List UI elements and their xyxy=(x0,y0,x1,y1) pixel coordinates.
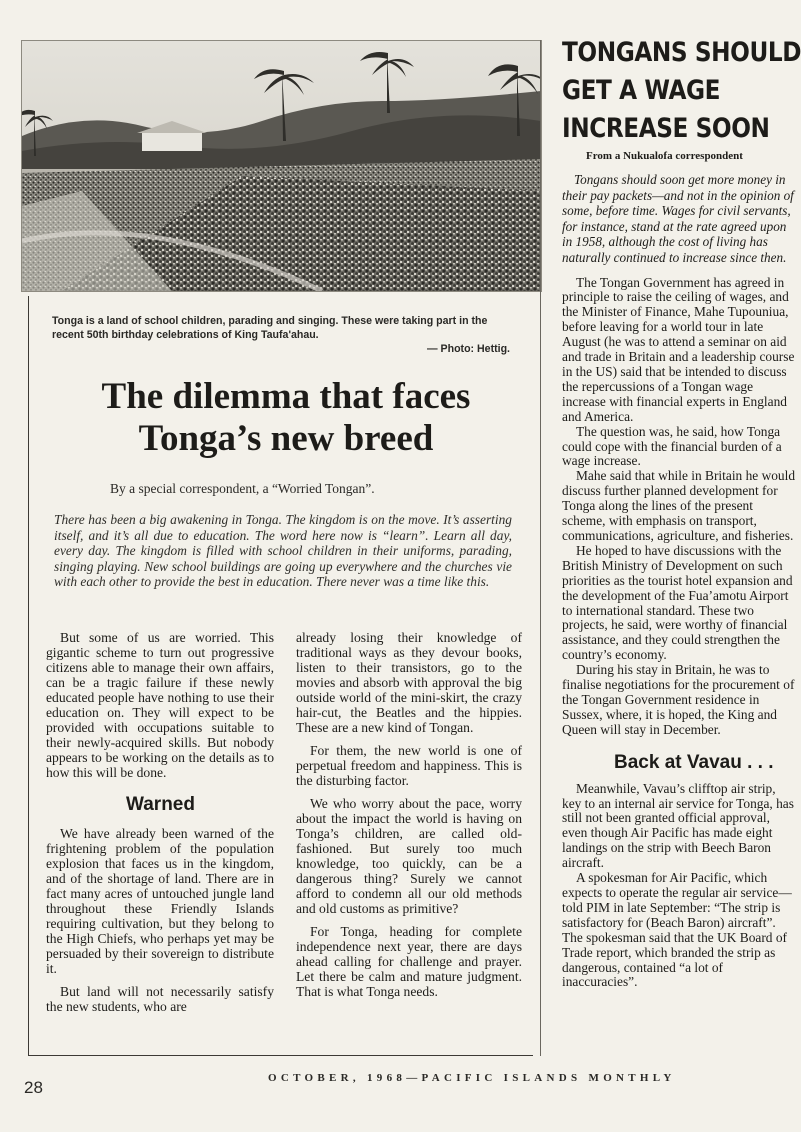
paragraph: During his stay in Britain, he was to finalise negotiations for the procurement of the Tongan Government residence in Sussex, where, it is hoped, the King and Queen will stay in December. xyxy=(562,662,795,737)
paragraph: already losing their knowledge of traditional ways as they devour books, listen to their transistors, go to the movies and absorb with approval the big outside world of the mini-skirt, the crazy hair-cut, the Beatles and the hippies. These are a new kind of Tongan. xyxy=(296,630,522,735)
left-article-byline: By a special correspondent, a “Worried Tongan”. xyxy=(110,481,375,496)
running-footer: OCTOBER, 1968—PACIFIC ISLANDS MONTHLY xyxy=(268,1072,676,1084)
subheading-warned: Warned xyxy=(126,794,195,815)
article-frame-bottom xyxy=(28,1055,533,1056)
headline-line-2: GET A WAGE xyxy=(562,75,721,106)
right-article-intro: Tongans should soon get more money in their pay packets—and not in the opinion of some, before time. Wages for civil servants, for instance, stand at the rate agreed upon in 1958, although the cost of living has naturally continued to increase since then. xyxy=(562,172,794,265)
paragraph: Mahe said that while in Britain he would discuss further planned development for Tonga along the lines of the present scheme, with emphasis on transport, communications, agriculture, and fisheries. xyxy=(562,468,796,543)
left-article-intro: There has been a big awakening in Tonga. The kingdom is on the move. It’s asserting itself, and it’s all due to education. The word here now is “learn”. Learn all day, every day. The kingdom is filled with school children in their uniforms, parading, singing playing. New school buildings are going up everywhere and the churches vie with each other to provide the best in education. There never was a time like this. xyxy=(54,512,512,590)
photo-caption xyxy=(52,314,510,356)
page-number: 28 xyxy=(24,1078,43,1097)
paragraph: A spokesman for Air Pacific, which expects to operate the regular air service—told PIM in late September: “The strip is satisfactory for (Beach Baron) aircraft”. The spokesman said that the UK Board of Trade report, which branded the strip as dangerous, contained “a lot of inaccuracies”. xyxy=(562,870,792,990)
headline-line-1: The dilemma that faces xyxy=(101,376,471,417)
subheading-back-at-vavau: Back at Vavau . . . xyxy=(614,751,774,773)
article-frame-left xyxy=(28,296,29,1056)
right-article-body xyxy=(562,276,798,991)
paragraph: For Tonga, heading for complete independence next year, there are days ahead calling for challenge and prayer. Let there be calm and mature judgment. That is what Tonga needs. xyxy=(296,924,522,999)
parade-photo xyxy=(21,40,542,292)
parade-photo-illustration xyxy=(22,41,541,291)
headline-line-2: Tonga’s new breed xyxy=(138,418,434,459)
photo-credit: — Photo: Hettig. xyxy=(427,343,510,355)
right-article-dateline: From a Nukualofa correspondent xyxy=(586,150,743,162)
paragraph: For them, the new world is one of perpetual freedom and happiness. This is the disturbing factor. xyxy=(296,743,522,788)
column-divider xyxy=(540,40,541,1056)
paragraph: We have already been warned of the frightening problem of the population explosion that faces us in the kingdom, and of the shortage of land. There are in fact many acres of untouched jungle land throughout these Friendly Islands requiring cultivation, but they belong to the High Chiefs, who perhaps yet may be persuaded by their sovereign to distribute it. xyxy=(46,826,274,976)
paragraph: We who worry about the pace, worry about the impact the world is having on Tonga’s children, are called old-fashioned. But surely too much knowledge, too quickly, can be a dangerous thing? Surely we cannot afford to condemn all our old methods and old customs as primitive? xyxy=(296,796,522,916)
headline-line-3: INCREASE SOON xyxy=(562,113,770,144)
paragraph: The question was, he said, how Tonga could cope with the financial burden of a wage increase. xyxy=(562,423,782,469)
right-article-headline xyxy=(562,34,801,148)
left-article-column-2 xyxy=(296,630,522,1007)
paragraph: Meanwhile, Vavau’s clifftop air strip, key to an internal air service for Tonga, has still not been granted official approval, even though Air Pacific has made eight landings on the strip with Beech Baron aircraft. xyxy=(562,780,794,871)
left-article-column-1 xyxy=(46,630,274,1022)
left-article-headline xyxy=(60,376,512,460)
right-article xyxy=(562,34,801,990)
paragraph: The Tongan Government has agreed in principle to raise the ceiling of wages, and the Minister of Finance, Mahe Tupouniua, before leaving for a world tour in late August (he was to attend a seminar on aid and trade in Britain and a leadership course in the US) said that be intended to discuss the repercussions of a Tongan wage increase with financial experts in England and America. xyxy=(562,274,795,424)
paragraph: But some of us are worried. This gigantic scheme to turn out progressive citizens able to manage their own affairs, can be a tragic failure if these newly educated people have nothing to use their education on. They will expect to be provided with occupations suitable to their newly-acquired skills. But nobody appears to be working on the details as to how this will be done. xyxy=(46,630,274,780)
headline-line-1: TONGANS SHOULD xyxy=(562,37,801,68)
paragraph: He hoped to have discussions with the British Ministry of Development on such priorities as the tourist hotel expansion and the development of the Fua’amotu Airport to international standard. These two projects, he said, were worthy of financial assistance, and they could strengthen the country’s economy. xyxy=(562,542,793,663)
photo-caption-text: Tonga is a land of school children, parading and singing. These were taking part in the recent 50th birthday celebrations of King Taufa'ahau. xyxy=(52,315,488,341)
paragraph: But land will not necessarily satisfy the new students, who are xyxy=(46,984,274,1014)
